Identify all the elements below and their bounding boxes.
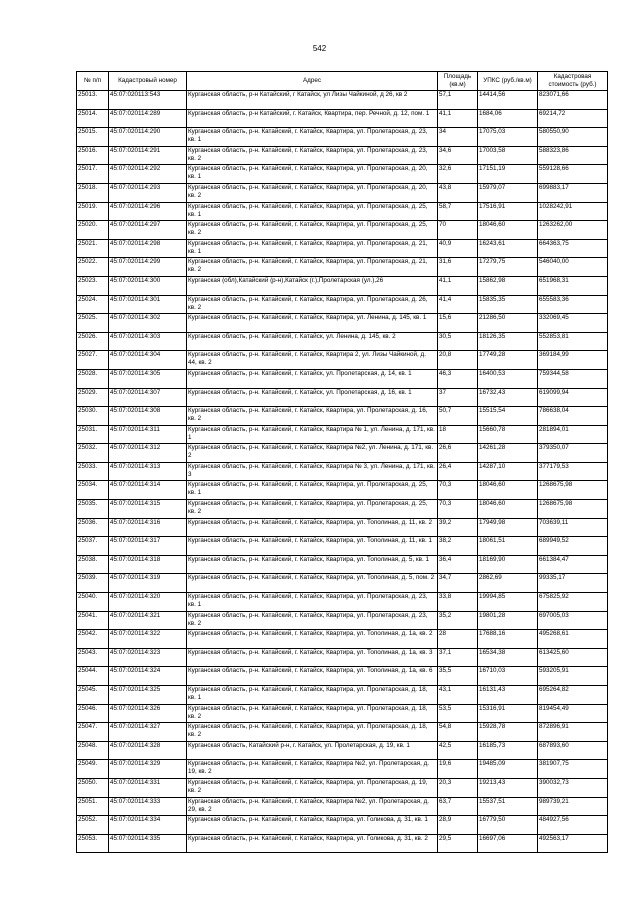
cell-address: Курганская область, р-н. Катайский, г. Катайск, Квартира, ул. Тополиная, д. 5, пом. 2 [187, 574, 438, 593]
cell-address: Курганская область, р-н. Катайский, г. Катайск, Квартира, ул. Тополиная, д. 11, кв. 1 [187, 537, 438, 556]
cell-cadastral-cost: 819454,49 [538, 704, 608, 723]
cell-cadastral-number: 45:07:020114:318 [109, 555, 187, 574]
cell-upks: 15928,78 [478, 723, 538, 742]
cell-cadastral-cost: 381907,75 [538, 760, 608, 779]
cell-area: 18 [438, 425, 478, 444]
table-row [77, 667, 608, 686]
table-row [77, 221, 608, 240]
table-row [77, 518, 608, 537]
cell-area: 26,6 [438, 444, 478, 463]
cell-cadastral-cost: 1268675,98 [538, 481, 608, 500]
cell-cadastral-number: 45:07:020114:323 [109, 648, 187, 667]
cell-cadastral-cost: 675825,92 [538, 593, 608, 612]
cell-area: 15,6 [438, 314, 478, 333]
cell-cadastral-number: 45:07:020114:333 [109, 797, 187, 816]
cell-cadastral-cost: 989739,21 [538, 797, 608, 816]
cell-upks: 17151,19 [478, 165, 538, 184]
cell-number: 25014. [77, 109, 109, 128]
cell-address: Курганская область, р-н. Катайский, г. Катайск, ул. Ленина, д. 145, кв. 2 [187, 332, 438, 351]
cell-address: Курганская область, р-н. Катайский, г. Катайск, Квартира №2, ул. Пролетарская, д. 19, кв. 2 [187, 760, 438, 779]
table-row [77, 239, 608, 258]
cell-upks: 17279,75 [478, 258, 538, 277]
cell-number: 25025. [77, 314, 109, 333]
cell-number: 25043. [77, 648, 109, 667]
cell-cadastral-cost: 651968,31 [538, 276, 608, 295]
cell-number: 25034. [77, 481, 109, 500]
cell-cadastral-cost: 492563,17 [538, 834, 608, 853]
cell-upks: 18046,60 [478, 481, 538, 500]
cell-cadastral-cost: 1263262,00 [538, 221, 608, 240]
cell-address: Курганская область, р-н. Катайский, г. Катайск, Квартира, ул. Тополиная, д. 1а, кв. 2 [187, 630, 438, 649]
cell-address: Курганская область, р-н. Катайский, г. Катайск, Квартира, ул. Пролетарская, д. 23, кв. 2 [187, 611, 438, 630]
table-row [77, 481, 608, 500]
cell-number: 25048. [77, 741, 109, 760]
cell-area: 43,1 [438, 686, 478, 705]
cell-number: 25035. [77, 500, 109, 519]
cell-cadastral-cost: 1028242,91 [538, 202, 608, 221]
cell-cadastral-cost: 580550,90 [538, 128, 608, 147]
cell-address: Курганская область, р-н. Катайский, г. Катайск, Квартира, ул. Пролетарская, д. 20, кв. 1 [187, 165, 438, 184]
cell-address: Курганская область, р-н. Катайский, г. Катайск, Квартира, ул. Пролетарская, д. 20, кв. 2 [187, 183, 438, 202]
cell-cadastral-number: 45:07:020114:334 [109, 816, 187, 835]
cell-upks: 2862,69 [478, 574, 538, 593]
cell-cadastral-cost: 619099,94 [538, 388, 608, 407]
table-row [77, 332, 608, 351]
cell-address: Курганская область, р-н. Катайский, г. Катайск, Квартира, ул. Пролетарская, д. 16, кв. 2 [187, 407, 438, 426]
cell-cadastral-number: 45:07:020114:296 [109, 202, 187, 221]
cell-area: 29,5 [438, 834, 478, 853]
cell-cadastral-cost: 664363,75 [538, 239, 608, 258]
table-row [77, 425, 608, 444]
cell-cadastral-number: 45:07:020114:301 [109, 295, 187, 314]
cell-cadastral-cost: 593205,91 [538, 667, 608, 686]
cell-cadastral-number: 45:07:020114:289 [109, 109, 187, 128]
table-row [77, 462, 608, 481]
cell-upks: 15537,51 [478, 797, 538, 816]
cell-address: Курганская область, р-н. Катайский, г. Катайск, Квартира, ул. Ленина, д. 145, кв. 1 [187, 314, 438, 333]
cell-area: 38,2 [438, 537, 478, 556]
cell-number: 25041. [77, 611, 109, 630]
table-row [77, 295, 608, 314]
cell-cadastral-cost: 546040,00 [538, 258, 608, 277]
cell-cadastral-cost: 872896,91 [538, 723, 608, 742]
cell-address: Курганская область, р-н. Катайский, г. Катайск, Квартира, ул. Тополиная, д. 1а, кв. 6 [187, 667, 438, 686]
cell-area: 58,7 [438, 202, 478, 221]
cell-area: 35,2 [438, 611, 478, 630]
cell-upks: 17075,03 [478, 128, 538, 147]
cell-cadastral-number: 45:07:020114:304 [109, 351, 187, 370]
cell-area: 19,6 [438, 760, 478, 779]
cell-cadastral-cost: 369184,99 [538, 351, 608, 370]
cell-cadastral-number: 45:07:020114:292 [109, 165, 187, 184]
header-cadastral-number: Кадастровый номер [109, 72, 187, 91]
table-row [77, 816, 608, 835]
cell-cadastral-cost: 697005,03 [538, 611, 608, 630]
cell-cadastral-cost: 552853,81 [538, 332, 608, 351]
cell-cadastral-number: 45:07:020114:335 [109, 834, 187, 853]
cell-address: Курганская область, р-н. Катайский, г. Катайск, Квартира № 1, ул. Ленина, д. 171, кв. 1 [187, 425, 438, 444]
cell-area: 20,3 [438, 778, 478, 797]
cell-cadastral-cost: 689949,52 [538, 537, 608, 556]
table-row [77, 760, 608, 779]
table-row [77, 444, 608, 463]
cell-upks: 16710,03 [478, 667, 538, 686]
cell-area: 34,6 [438, 146, 478, 165]
cell-area: 37,1 [438, 648, 478, 667]
cadastral-table [76, 71, 608, 853]
table-row [77, 537, 608, 556]
table-row [77, 593, 608, 612]
cell-area: 34 [438, 128, 478, 147]
cell-cadastral-cost: 703639,11 [538, 518, 608, 537]
cell-upks: 15979,07 [478, 183, 538, 202]
cell-cadastral-number: 45:07:020114:328 [109, 741, 187, 760]
cell-number: 25038. [77, 555, 109, 574]
cell-area: 26,4 [438, 462, 478, 481]
cell-upks: 16243,61 [478, 239, 538, 258]
cell-cadastral-number: 45:07:020114:317 [109, 537, 187, 556]
table-row [77, 91, 608, 110]
cell-upks: 16732,43 [478, 388, 538, 407]
cell-cadastral-number: 45:07:020114:291 [109, 146, 187, 165]
cell-cadastral-number: 45:07:020114:314 [109, 481, 187, 500]
cell-cadastral-cost: 687893,60 [538, 741, 608, 760]
cell-number: 25024. [77, 295, 109, 314]
table-row [77, 704, 608, 723]
table-row [77, 500, 608, 519]
cell-number: 25052. [77, 816, 109, 835]
table-row [77, 834, 608, 853]
cell-area: 28 [438, 630, 478, 649]
table-row [77, 778, 608, 797]
cell-cadastral-number: 45:07:020114:290 [109, 128, 187, 147]
cell-address: Курганская область, р-н. Катайский, г. Катайск, Квартира, ул. Пролетарская, д. 25, кв. 1 [187, 481, 438, 500]
cell-number: 25044. [77, 667, 109, 686]
cell-number: 25036. [77, 518, 109, 537]
cell-number: 25019. [77, 202, 109, 221]
table-row [77, 741, 608, 760]
cell-number: 25050. [77, 778, 109, 797]
cell-address: Курганская область, р-н. Катайский, г. Катайск, Квартира, ул. Тополиная, д. 11, кв. 2 [187, 518, 438, 537]
cell-cadastral-cost: 377179,53 [538, 462, 608, 481]
cell-area: 43,8 [438, 183, 478, 202]
cell-upks: 19213,43 [478, 778, 538, 797]
cell-area: 39,2 [438, 518, 478, 537]
cell-number: 25046. [77, 704, 109, 723]
cell-number: 25049. [77, 760, 109, 779]
cell-number: 25015. [77, 128, 109, 147]
cell-number: 25047. [77, 723, 109, 742]
cell-cadastral-cost: 69214,72 [538, 109, 608, 128]
cell-cadastral-number: 45:07:020114:303 [109, 332, 187, 351]
cell-cadastral-cost: 1268675,98 [538, 500, 608, 519]
cell-upks: 1684,06 [478, 109, 538, 128]
header-area: Площадь (кв.м) [438, 72, 478, 91]
cell-cadastral-number: 45:07:020114:298 [109, 239, 187, 258]
cell-cadastral-cost: 759344,58 [538, 369, 608, 388]
cell-cadastral-cost: 559128,66 [538, 165, 608, 184]
cell-number: 25027. [77, 351, 109, 370]
table-row [77, 109, 608, 128]
cell-number: 25032. [77, 444, 109, 463]
cell-upks: 16400,53 [478, 369, 538, 388]
table-row [77, 648, 608, 667]
cell-upks: 19485,09 [478, 760, 538, 779]
cell-number: 25029. [77, 388, 109, 407]
cell-area: 57,1 [438, 91, 478, 110]
cell-address: Курганская область, р-н. Катайский, г. Катайск, Квартира, ул. Пролетарская, д. 18, кв. 2 [187, 723, 438, 742]
cell-cadastral-cost: 613425,60 [538, 648, 608, 667]
cell-area: 70,3 [438, 481, 478, 500]
cell-area: 37 [438, 388, 478, 407]
cell-upks: 18061,51 [478, 537, 538, 556]
cell-area: 46,3 [438, 369, 478, 388]
cell-address: Курганская область, р-н. Катайский, г. Катайск, Квартира, ул. Тополиная, д. 5, кв. 1 [187, 555, 438, 574]
cell-cadastral-cost: 588323,86 [538, 146, 608, 165]
cell-upks: 18046,60 [478, 221, 538, 240]
cell-cadastral-cost: 661384,47 [538, 555, 608, 574]
cell-area: 20,8 [438, 351, 478, 370]
cell-address: Курганская область, р-н Катайский, г Катайск, ул Лизы Чайкиной, д 26, кв 2 [187, 91, 438, 110]
cell-upks: 16131,43 [478, 686, 538, 705]
cell-upks: 16697,06 [478, 834, 538, 853]
header-cadastral-cost: Кадастровая стоимость (руб.) [538, 72, 608, 91]
header-address: Адрес [187, 72, 438, 91]
cell-upks: 14414,56 [478, 91, 538, 110]
cell-address: Курганская область, р-н. Катайский, г. Катайск, Квартира, ул. Голикова, д. 31, кв. 2 [187, 834, 438, 853]
table-row [77, 146, 608, 165]
cell-area: 28,9 [438, 816, 478, 835]
cell-number: 25017. [77, 165, 109, 184]
cell-cadastral-number: 45:07:020114:307 [109, 388, 187, 407]
cell-cadastral-number: 45:07:020114:305 [109, 369, 187, 388]
cell-address: Курганская область, р-н. Катайский, г. Катайск, Квартира, ул. Пролетарская, д. 21, кв. 1 [187, 239, 438, 258]
table-row [77, 797, 608, 816]
cell-address: Курганская область, р-н. Катайский, г. Катайск, Квартира, ул. Пролетарская, д. 25, кв. 2 [187, 221, 438, 240]
cell-address: Курганская область, р-н. Катайский, г. Катайск, Квартира, ул. Пролетарская, д. 19, кв. 2 [187, 778, 438, 797]
cell-number: 25028. [77, 369, 109, 388]
cell-cadastral-number: 45:07:020113:543 [109, 91, 187, 110]
cell-area: 70 [438, 221, 478, 240]
cell-cadastral-cost: 495268,61 [538, 630, 608, 649]
cell-area: 40,9 [438, 239, 478, 258]
cell-address: Курганская область, р-н. Катайский, г. Катайск, Квартира, ул. Пролетарская, д. 21, кв. 2 [187, 258, 438, 277]
cell-address: Курганская область, р-н. Катайский, г. Катайск, Квартира, ул. Пролетарская, д. 26, кв. 2 [187, 295, 438, 314]
cell-number: 25022. [77, 258, 109, 277]
cell-upks: 17749,28 [478, 351, 538, 370]
cell-address: Курганская область, р-н. Катайский, г. Катайск, Квартира, ул. Пролетарская, д. 25, кв. 1 [187, 202, 438, 221]
table-row [77, 686, 608, 705]
cell-upks: 16185,73 [478, 741, 538, 760]
cell-cadastral-number: 45:07:020114:308 [109, 407, 187, 426]
cell-area: 41,1 [438, 276, 478, 295]
table-row [77, 388, 608, 407]
cell-address: Курганская область, р-н. Катайский, г. Катайск, Квартира № 3, ул. Ленина, д. 171, кв. 3 [187, 462, 438, 481]
cell-area: 33,8 [438, 593, 478, 612]
cell-number: 25021. [77, 239, 109, 258]
cell-upks: 15660,78 [478, 425, 538, 444]
cell-number: 25053. [77, 834, 109, 853]
cell-cadastral-number: 45:07:020114:311 [109, 425, 187, 444]
cell-area: 70,3 [438, 500, 478, 519]
cell-number: 25037. [77, 537, 109, 556]
cell-cadastral-number: 45:07:020114:313 [109, 462, 187, 481]
table-row [77, 165, 608, 184]
header-number: № п/п [77, 72, 109, 91]
cell-number: 25030. [77, 407, 109, 426]
table-row [77, 351, 608, 370]
cell-address: Курганская область, р-н. Катайский, г. Катайск, Квартира, ул. Голикова, д. 31, кв. 1 [187, 816, 438, 835]
cell-upks: 15515,54 [478, 407, 538, 426]
cell-number: 25013. [77, 91, 109, 110]
cell-upks: 21286,50 [478, 314, 538, 333]
cell-upks: 17516,91 [478, 202, 538, 221]
cell-number: 25023. [77, 276, 109, 295]
cell-cadastral-cost: 281894,01 [538, 425, 608, 444]
cell-address: Курганская область, р-н. Катайский, г. Катайск, Квартира, ул. Пролетарская, д. 23, кв. 2 [187, 146, 438, 165]
cell-upks: 19801,28 [478, 611, 538, 630]
cell-number: 25031. [77, 425, 109, 444]
table-row [77, 407, 608, 426]
cell-cadastral-number: 45:07:020114:329 [109, 760, 187, 779]
cell-upks: 16534,38 [478, 648, 538, 667]
cell-cadastral-number: 45:07:020114:326 [109, 704, 187, 723]
cell-number: 25026. [77, 332, 109, 351]
table-header-row [77, 72, 608, 91]
cell-cadastral-number: 45:07:020114:297 [109, 221, 187, 240]
cell-address: Курганская область, р-н. Катайский, г. Катайск, Квартира, ул. Пролетарская, д. 25, кв. 2 [187, 500, 438, 519]
cell-upks: 17003,58 [478, 146, 538, 165]
cell-upks: 15862,98 [478, 276, 538, 295]
table-row [77, 276, 608, 295]
cell-area: 30,5 [438, 332, 478, 351]
cell-area: 35,5 [438, 667, 478, 686]
cell-upks: 15316,91 [478, 704, 538, 723]
cell-address: Курганская область, р-н. Катайский, г. Катайск, ул. Пролетарская, д. 16, кв. 1 [187, 388, 438, 407]
cell-number: 25033. [77, 462, 109, 481]
table-row [77, 723, 608, 742]
table-row [77, 630, 608, 649]
cell-upks: 16779,50 [478, 816, 538, 835]
table-row [77, 555, 608, 574]
table-row [77, 611, 608, 630]
cell-area: 31,6 [438, 258, 478, 277]
cell-cadastral-cost: 390032,73 [538, 778, 608, 797]
cell-cadastral-number: 45:07:020114:324 [109, 667, 187, 686]
cell-number: 25042. [77, 630, 109, 649]
cell-area: 63,7 [438, 797, 478, 816]
cell-cadastral-number: 45:07:020114:316 [109, 518, 187, 537]
cell-cadastral-cost: 484927,56 [538, 816, 608, 835]
cell-cadastral-cost: 655583,36 [538, 295, 608, 314]
cell-address: Курганская область, р-н. Катайский, г. Катайск, Квартира 2, ул. Лизы Чайкиной, д. 44, кв. 2 [187, 351, 438, 370]
cell-upks: 17949,98 [478, 518, 538, 537]
cell-cadastral-number: 45:07:020114:321 [109, 611, 187, 630]
cell-upks: 14261,28 [478, 444, 538, 463]
cell-number: 25040. [77, 593, 109, 612]
cell-number: 25018. [77, 183, 109, 202]
cell-cadastral-number: 45:07:020114:327 [109, 723, 187, 742]
cell-number: 25051. [77, 797, 109, 816]
cell-area: 41,4 [438, 295, 478, 314]
cell-upks: 19994,85 [478, 593, 538, 612]
table-row [77, 202, 608, 221]
header-upks: УПКС (руб./кв.м) [478, 72, 538, 91]
cell-address: Курганская (обл),Катайский (р-н),Катайск (г.),Пролетарская (ул.),26 [187, 276, 438, 295]
cell-area: 32,6 [438, 165, 478, 184]
cell-address: Курганская область, р-н. Катайский, г. Катайск, Квартира, ул. Пролетарская, д. 18, кв. 1 [187, 686, 438, 705]
cell-area: 53,5 [438, 704, 478, 723]
cell-cadastral-number: 45:07:020114:299 [109, 258, 187, 277]
cell-number: 25016. [77, 146, 109, 165]
cell-cadastral-cost: 786638,04 [538, 407, 608, 426]
cell-area: 54,8 [438, 723, 478, 742]
cell-cadastral-number: 45:07:020114:320 [109, 593, 187, 612]
cell-address: Курганская область, р-н. Катайский, г. Катайск, Квартира, ул. Пролетарская, д. 23, кв. 1 [187, 128, 438, 147]
cell-upks: 17688,16 [478, 630, 538, 649]
cell-area: 41,1 [438, 109, 478, 128]
cell-cadastral-number: 45:07:020114:322 [109, 630, 187, 649]
cell-address: Курганская область, р-н. Катайский, г. Катайск, Квартира, ул. Пролетарская, д. 23, кв. 1 [187, 593, 438, 612]
cell-cadastral-number: 45:07:020114:300 [109, 276, 187, 295]
table-row [77, 369, 608, 388]
cell-upks: 18126,35 [478, 332, 538, 351]
cell-upks: 15835,35 [478, 295, 538, 314]
cell-number: 25045. [77, 686, 109, 705]
cell-area: 34,7 [438, 574, 478, 593]
cell-cadastral-cost: 379350,07 [538, 444, 608, 463]
cell-cadastral-number: 45:07:020114:293 [109, 183, 187, 202]
table-row [77, 183, 608, 202]
table-row [77, 258, 608, 277]
cell-area: 42,5 [438, 741, 478, 760]
cell-cadastral-number: 45:07:020114:319 [109, 574, 187, 593]
cell-address: Курганская область, Катайский р-н, г. Катайск, ул. Пролетарская, д. 19, кв. 1 [187, 741, 438, 760]
cell-upks: 14287,10 [478, 462, 538, 481]
cell-cadastral-cost: 99335,17 [538, 574, 608, 593]
cell-address: Курганская область, р-н. Катайский, г. Катайск, ул. Пролетарская, д. 14, кв. 1 [187, 369, 438, 388]
cell-number: 25039. [77, 574, 109, 593]
cell-upks: 18046,60 [478, 500, 538, 519]
table-row [77, 574, 608, 593]
table-row [77, 128, 608, 147]
cell-address: Курганская область, р-н Катайский, г. Катайск, Квартира, пер. Речной, д. 12, пом. 1 [187, 109, 438, 128]
cell-area: 36,4 [438, 555, 478, 574]
cell-cadastral-cost: 823071,66 [538, 91, 608, 110]
cell-cadastral-number: 45:07:020114:302 [109, 314, 187, 333]
cell-address: Курганская область, р-н. Катайский, г. Катайск, Квартира №2, ул. Пролетарская, д. 29, кв. 2 [187, 797, 438, 816]
table-row [77, 314, 608, 333]
cell-cadastral-number: 45:07:020114:312 [109, 444, 187, 463]
page-number: 542 [312, 44, 327, 53]
cell-address: Курганская область, р-н. Катайский, г. Катайск, Квартира, ул. Пролетарская, д. 18, кв. 2 [187, 704, 438, 723]
cell-cadastral-number: 45:07:020114:315 [109, 500, 187, 519]
cell-cadastral-cost: 332069,45 [538, 314, 608, 333]
cell-address: Курганская область, р-н. Катайский, г. Катайск, Квартира №2, ул. Ленина, д. 171, кв. 2 [187, 444, 438, 463]
cell-cadastral-cost: 699883,17 [538, 183, 608, 202]
cell-number: 25020. [77, 221, 109, 240]
cell-address: Курганская область, р-н. Катайский, г. Катайск, Квартира, ул. Тополиная, д. 1а, кв. 3 [187, 648, 438, 667]
cell-cadastral-cost: 695264,82 [538, 686, 608, 705]
cell-area: 50,7 [438, 407, 478, 426]
cell-cadastral-number: 45:07:020114:325 [109, 686, 187, 705]
cell-upks: 18169,90 [478, 555, 538, 574]
cell-cadastral-number: 45:07:020114:331 [109, 778, 187, 797]
